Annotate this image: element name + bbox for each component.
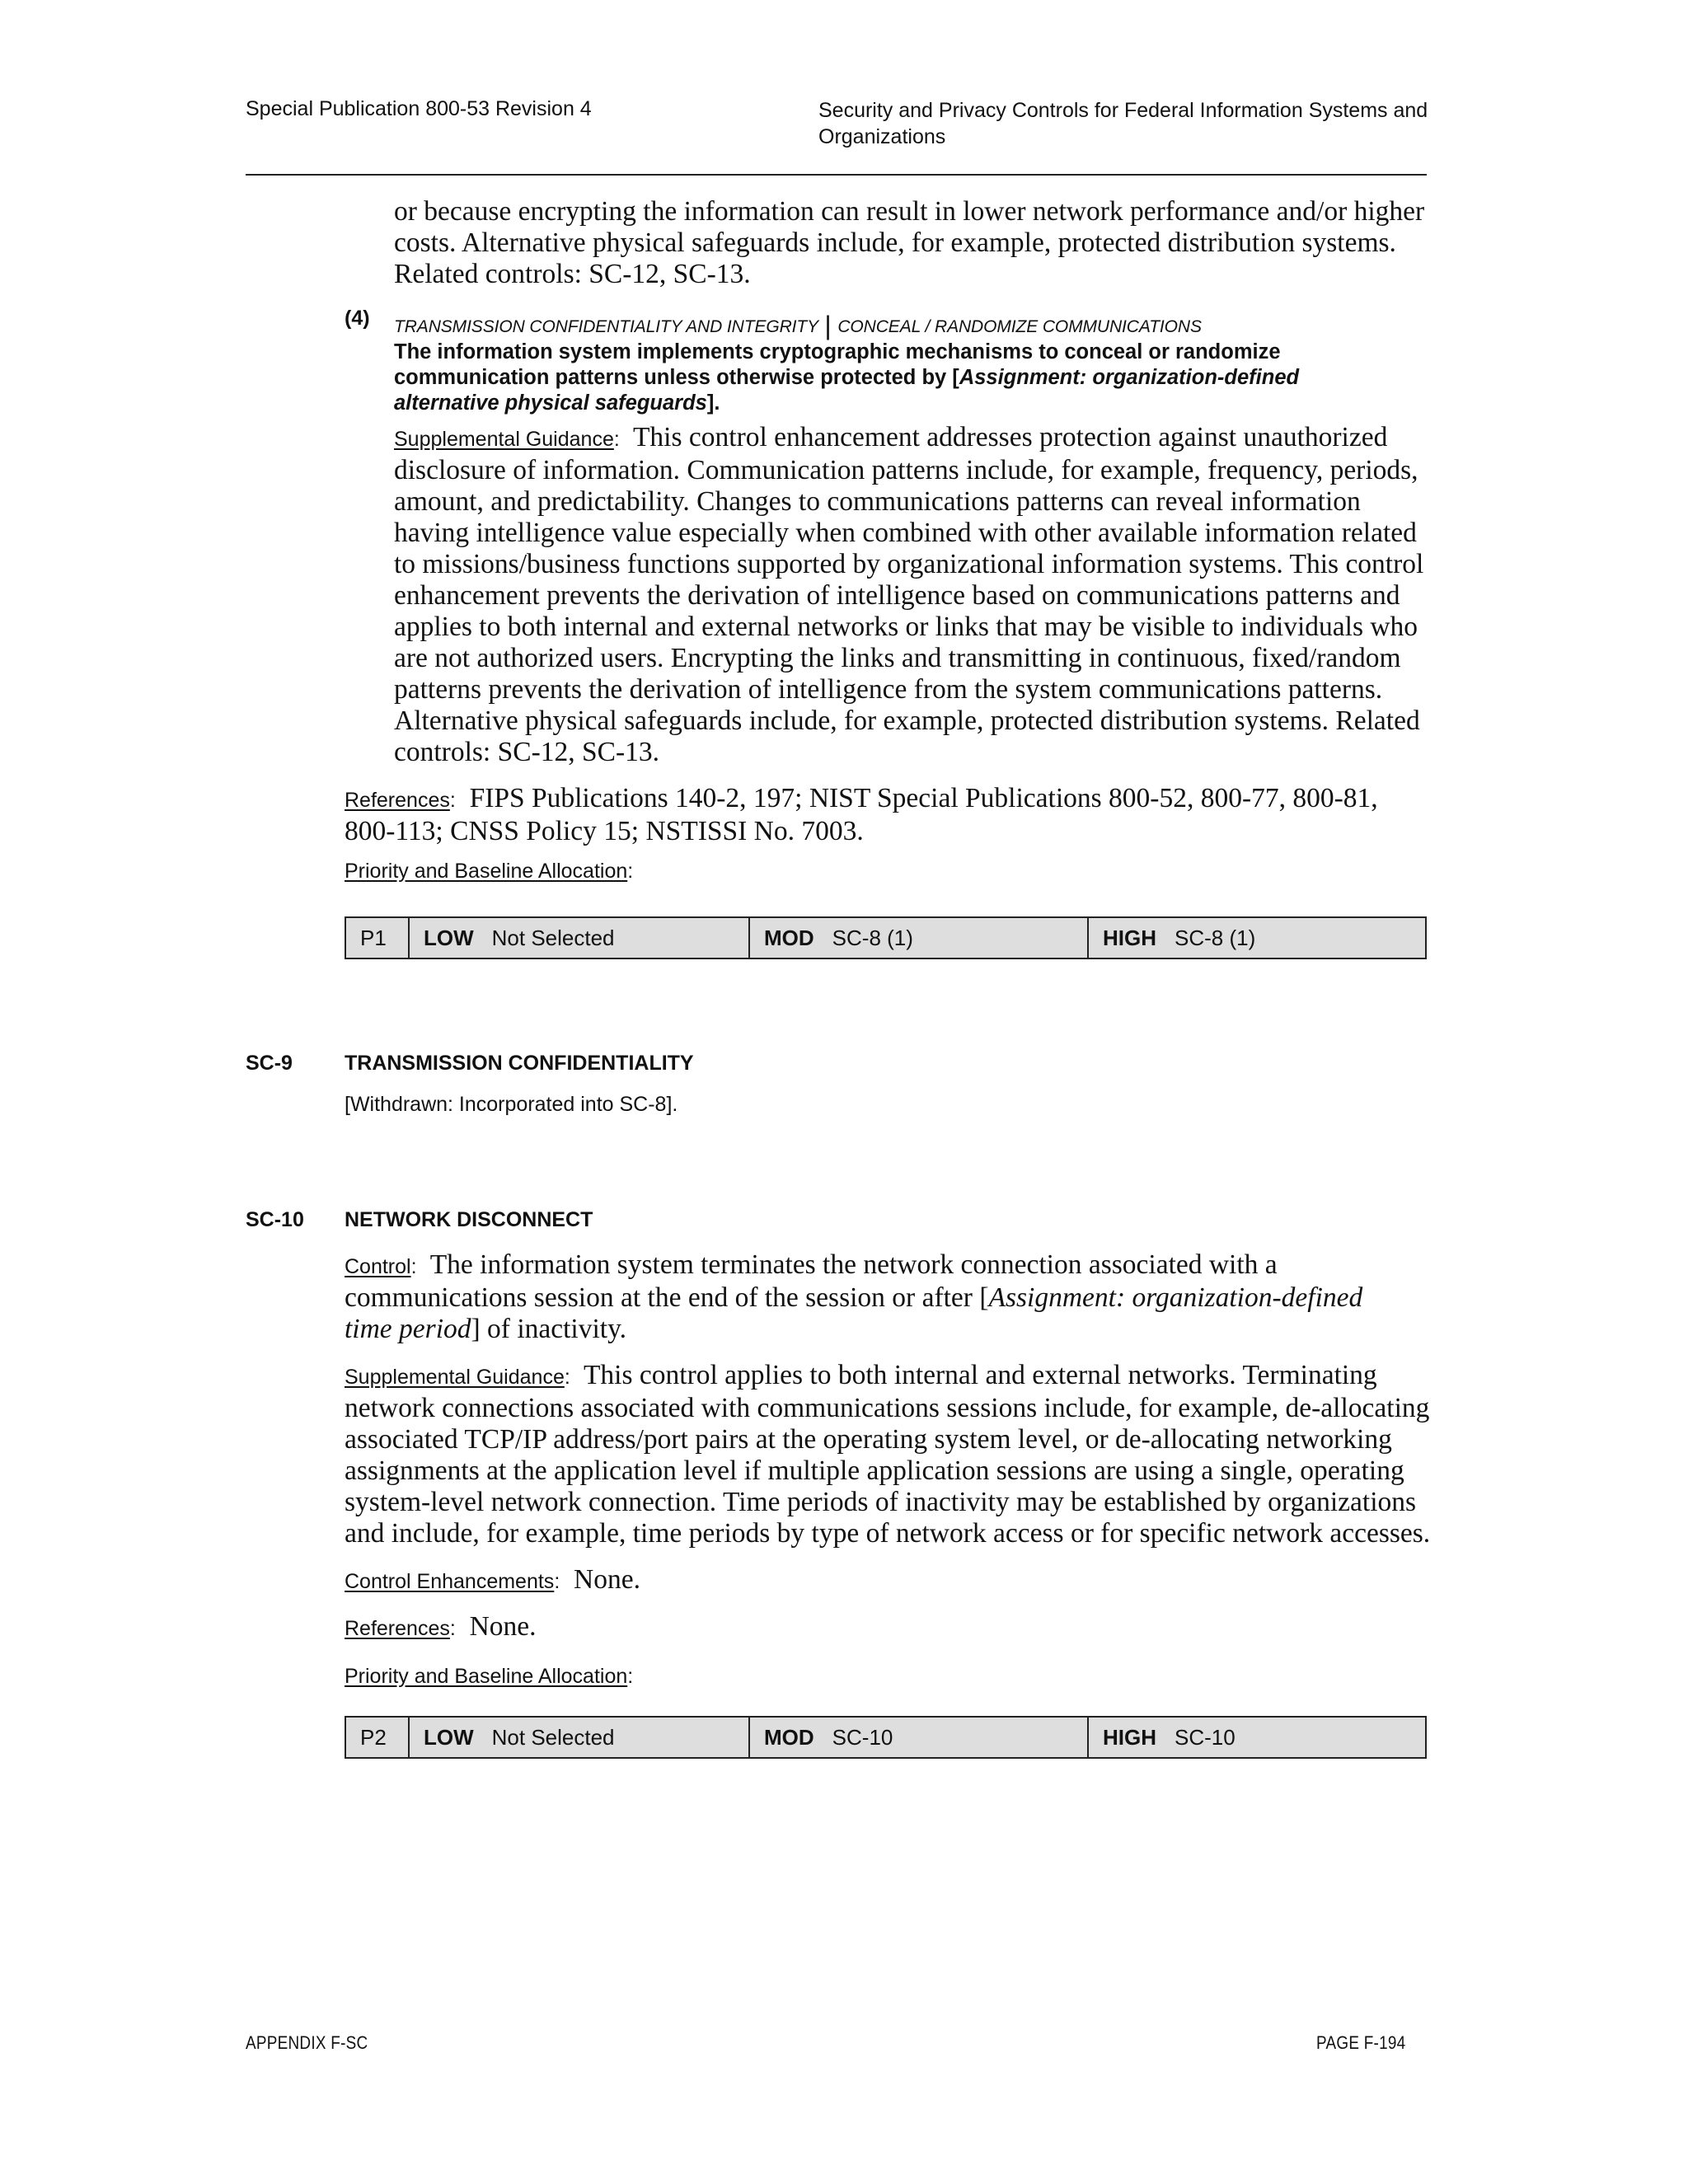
references-label: References <box>345 1617 450 1640</box>
high-value: SC-10 <box>1175 1724 1236 1750</box>
low-cell <box>408 1718 748 1757</box>
sc10-id: SC-10 <box>246 1208 304 1231</box>
guidance-text: This control enhancement addresses protection against unauthorized disclosure of information. Communication patterns include, for example, frequency, periods, amount, and predictability. Changes to communications patterns can reveal information having intelligence value especially when combined with other available information related to missions/business functions supported by organizational information systems. This control enhancement prevents the derivation of intelligence based on communications patterns and applies to both internal and external networks or links that may be visible to individuals who are not authorized users. Encrypting the links and transmitting in continuous, fixed/random patterns prevents the derivation of intelligence from the system communications patterns. Alternative physical safeguards include, for example, protected distribution systems. Related controls: SC-12, SC-13. <box>394 422 1424 767</box>
statement-end: ]. <box>706 391 720 415</box>
running-header-right: Security and Privacy Controls for Federal Information Systems and Organizations <box>818 99 1428 148</box>
enhancement-number: (4) <box>345 307 370 330</box>
sc10-enhancements: Control Enhancements: None. <box>345 1564 640 1595</box>
footer-page-number: PAGE F-194 <box>1316 2032 1406 2053</box>
references-label: References <box>345 789 450 812</box>
footer-appendix: APPENDIX F-SC <box>246 2032 368 2053</box>
enhancement-statement <box>394 340 1375 416</box>
sc10-control: Control: The information system terminates the network connection associated with a communications session at the end of the session or after [Assignment: organization-defined time period] of inactivity. <box>345 1249 1363 1344</box>
priority-cell: P1 <box>360 925 387 950</box>
enhancement-title-right: CONCEAL / RANDOMIZE COMMUNICATIONS <box>837 317 1202 336</box>
enhancement-title <box>394 308 1432 339</box>
references-text: None. <box>469 1611 537 1642</box>
low-cell <box>408 918 748 958</box>
high-label: HIGH <box>1103 1724 1156 1750</box>
low-value: Not Selected <box>491 925 615 950</box>
control-label: Control <box>345 1255 411 1278</box>
sc9-id: SC-9 <box>246 1052 293 1075</box>
mod-cell <box>748 918 1087 958</box>
references-text: FIPS Publications 140-2, 197; NIST Special Publications 800-52, 800-77, 800-81, 800-113; CNSS Policy 15; NSTISSI No. 7003. <box>345 783 1378 846</box>
sc8-priority-heading: Priority and Baseline Allocation: <box>345 860 634 883</box>
guidance-text: This control applies to both internal and external networks. Terminating network connections associated with communications sessions include, for example, de-allocating associated TCP/IP address/port pairs at the operating system level, or de-allocating networking assignments at the application level if multiple application sessions are using a single, operating system-level network connection. Time periods of inactivity may be established by organizations and include, for example, time periods by type of network access or for specific network accesses. <box>345 1360 1431 1549</box>
enhancements-label: Control Enhancements <box>345 1570 555 1593</box>
enhancement-title-left: TRANSMISSION CONFIDENTIALITY AND INTEGRITY <box>394 317 818 336</box>
mod-value: SC-8 (1) <box>832 925 913 950</box>
mod-value: SC-10 <box>832 1724 893 1750</box>
statement-start: The information system implements cryptographic mechanisms to conceal or randomize communication patterns unless otherwise protected by [ <box>394 340 1281 389</box>
high-cell <box>1087 1718 1425 1757</box>
mod-cell <box>748 1718 1087 1757</box>
enhancement-guidance: Supplemental Guidance: This control enhancement addresses protection against unauthorized disclosure of information. Communication patterns include, for example, frequency, periods, amount, and predictability. Changes to communications patterns can reveal information having intelligence value especially when combined with other available information related to missions/business functions supported by organizational information systems. This control enhancement prevents the derivation of intelligence based on communications patterns and applies to both internal and external networks or links that may be visible to individuals who are not authorized users. Encrypting the links and transmitting in continuous, fixed/random patterns prevents the derivation of intelligence from the system communications patterns. Alternative physical safeguards include, for example, protected distribution systems. Related controls: SC-12, SC-13. <box>394 422 1424 767</box>
sc8-baseline-table <box>345 916 1427 959</box>
mod-label: MOD <box>764 925 814 950</box>
guidance-label: Supplemental Guidance <box>345 1366 565 1389</box>
sc9-withdrawn: [Withdrawn: Incorporated into SC-8]. <box>345 1093 678 1116</box>
sc9-title: TRANSMISSION CONFIDENTIALITY <box>345 1052 694 1075</box>
enhancements-text: None. <box>574 1564 640 1595</box>
priority-label: Priority and Baseline Allocation <box>345 1665 628 1688</box>
high-value: SC-8 (1) <box>1175 925 1256 950</box>
high-label: HIGH <box>1103 925 1156 950</box>
title-separator: | <box>824 311 832 340</box>
low-value: Not Selected <box>491 1724 615 1750</box>
control-assignment: Assignment: organization-defined time period <box>345 1282 1363 1344</box>
header-divider <box>246 174 1427 176</box>
sc10-baseline-table <box>345 1716 1427 1759</box>
running-header-left: Special Publication 800-53 Revision 4 <box>246 97 592 120</box>
sc10-references: References: None. <box>345 1611 537 1642</box>
statement-assignment: Assignment: organization-defined alternative physical safeguards <box>394 366 1300 415</box>
control-text-end: ] of inactivity. <box>471 1314 627 1344</box>
low-label: LOW <box>424 1724 474 1750</box>
mod-label: MOD <box>764 1724 814 1750</box>
carryover-paragraph: or because encrypting the information can result in lower network performance and/or higher costs. Alternative physical safeguards include, for example, protected distribution systems. Related controls: SC-12, SC-13. <box>394 196 1425 289</box>
guidance-label: Supplemental Guidance <box>394 428 614 451</box>
priority-cell: P2 <box>360 1724 387 1750</box>
high-cell <box>1087 918 1425 958</box>
priority-label: Priority and Baseline Allocation <box>345 860 628 883</box>
low-label: LOW <box>424 925 474 950</box>
sc8-references: References: FIPS Publications 140-2, 197; NIST Special Publications 800-52, 800-77, 800-81, 800-113; CNSS Policy 15; NSTISSI No. 7003. <box>345 783 1378 846</box>
sc10-priority-heading: Priority and Baseline Allocation: <box>345 1665 634 1688</box>
sc10-title: NETWORK DISCONNECT <box>345 1208 593 1231</box>
sc10-guidance: Supplemental Guidance: This control applies to both internal and external networks. Terminating network connections associated with communications sessions include, for example, de-allocating associated TCP/IP address/port pairs at the operating system level, or de-allocating networking assignments at the application level if multiple application sessions are using a single, operating system-level network connection. Time periods of inactivity may be established by organizations and include, for example, time periods by type of network access or for specific network accesses. <box>345 1360 1431 1549</box>
control-text-start: The information system terminates the network connection associated with a communications session at the end of the session or after [ <box>345 1249 1278 1313</box>
